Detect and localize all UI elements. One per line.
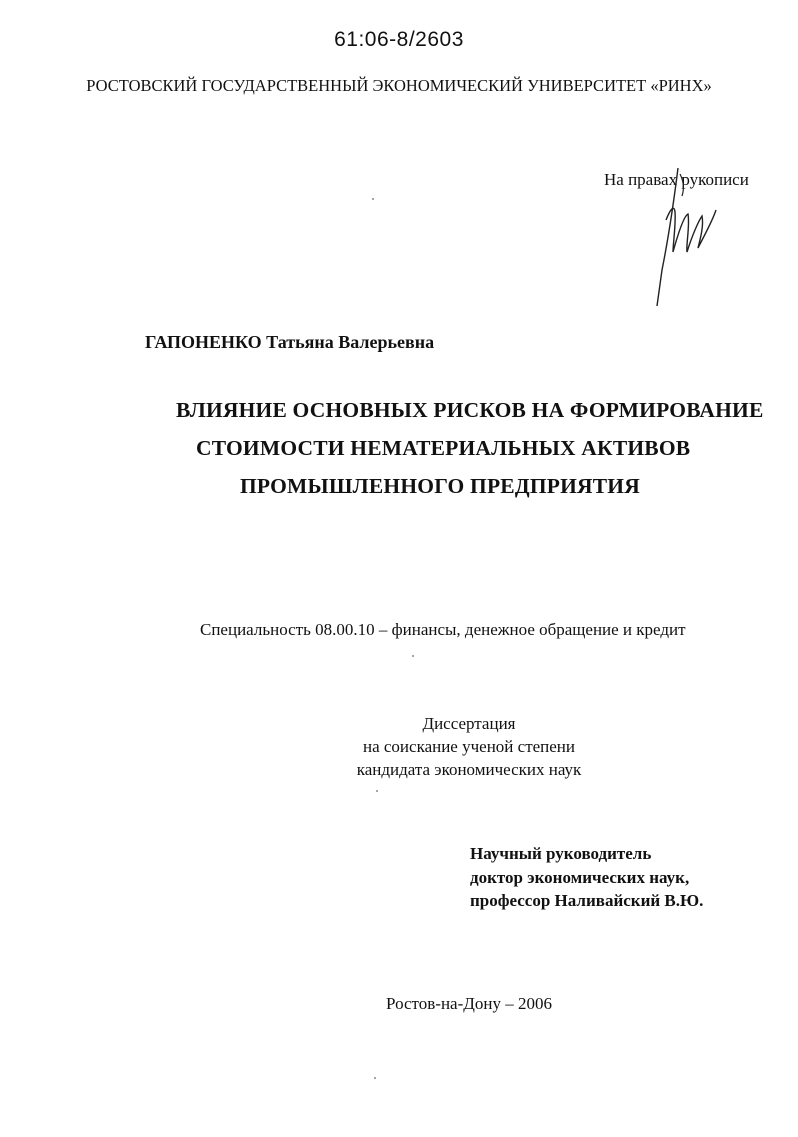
supervisor-line-1: Научный руководитель (470, 844, 652, 863)
university-name: РОСТОВСКИЙ ГОСУДАРСТВЕННЫЙ ЭКОНОМИЧЕСКИЙ УНИВЕРСИТЕТ «РИНХ» (86, 76, 712, 95)
dissertation-line-1: Диссертация (422, 714, 516, 733)
dissertation-block (0, 712, 798, 781)
title-line-3: ПРОМЫШЛЕННОГО ПРЕДПРИЯТИЯ (240, 474, 640, 498)
scan-speck (376, 790, 378, 792)
dissertation-line-3: кандидата экономических наук (356, 760, 582, 779)
scan-speck (412, 655, 414, 657)
scan-speck (374, 1077, 376, 1079)
city-year: Ростов-на-Дону – 2006 (386, 994, 552, 1013)
supervisor-line-3: профессор Наливайский В.Ю. (470, 891, 704, 910)
author-name: ГАПОНЕНКО Татьяна Валерьевна (145, 332, 435, 352)
dissertation-line-2: на соискание ученой степени (362, 737, 576, 756)
scan-speck (372, 198, 374, 200)
title-line-1: ВЛИЯНИЕ ОСНОВНЫХ РИСКОВ НА ФОРМИРОВАНИЕ (176, 398, 764, 422)
specialty: Специальность 08.00.10 – финансы, денежное обращение и кредит (200, 620, 686, 639)
supervisor-line-2: доктор экономических наук, (470, 867, 690, 887)
title-line-2: СТОИМОСТИ НЕМАТЕРИАЛЬНЫХ АКТИВОВ (196, 436, 691, 460)
handwritten-signature (640, 160, 730, 310)
supervisor-block (470, 842, 703, 913)
rights-note: На правах рукописи (604, 170, 749, 189)
catalog-number: 61:06-8/2603 (334, 28, 464, 51)
